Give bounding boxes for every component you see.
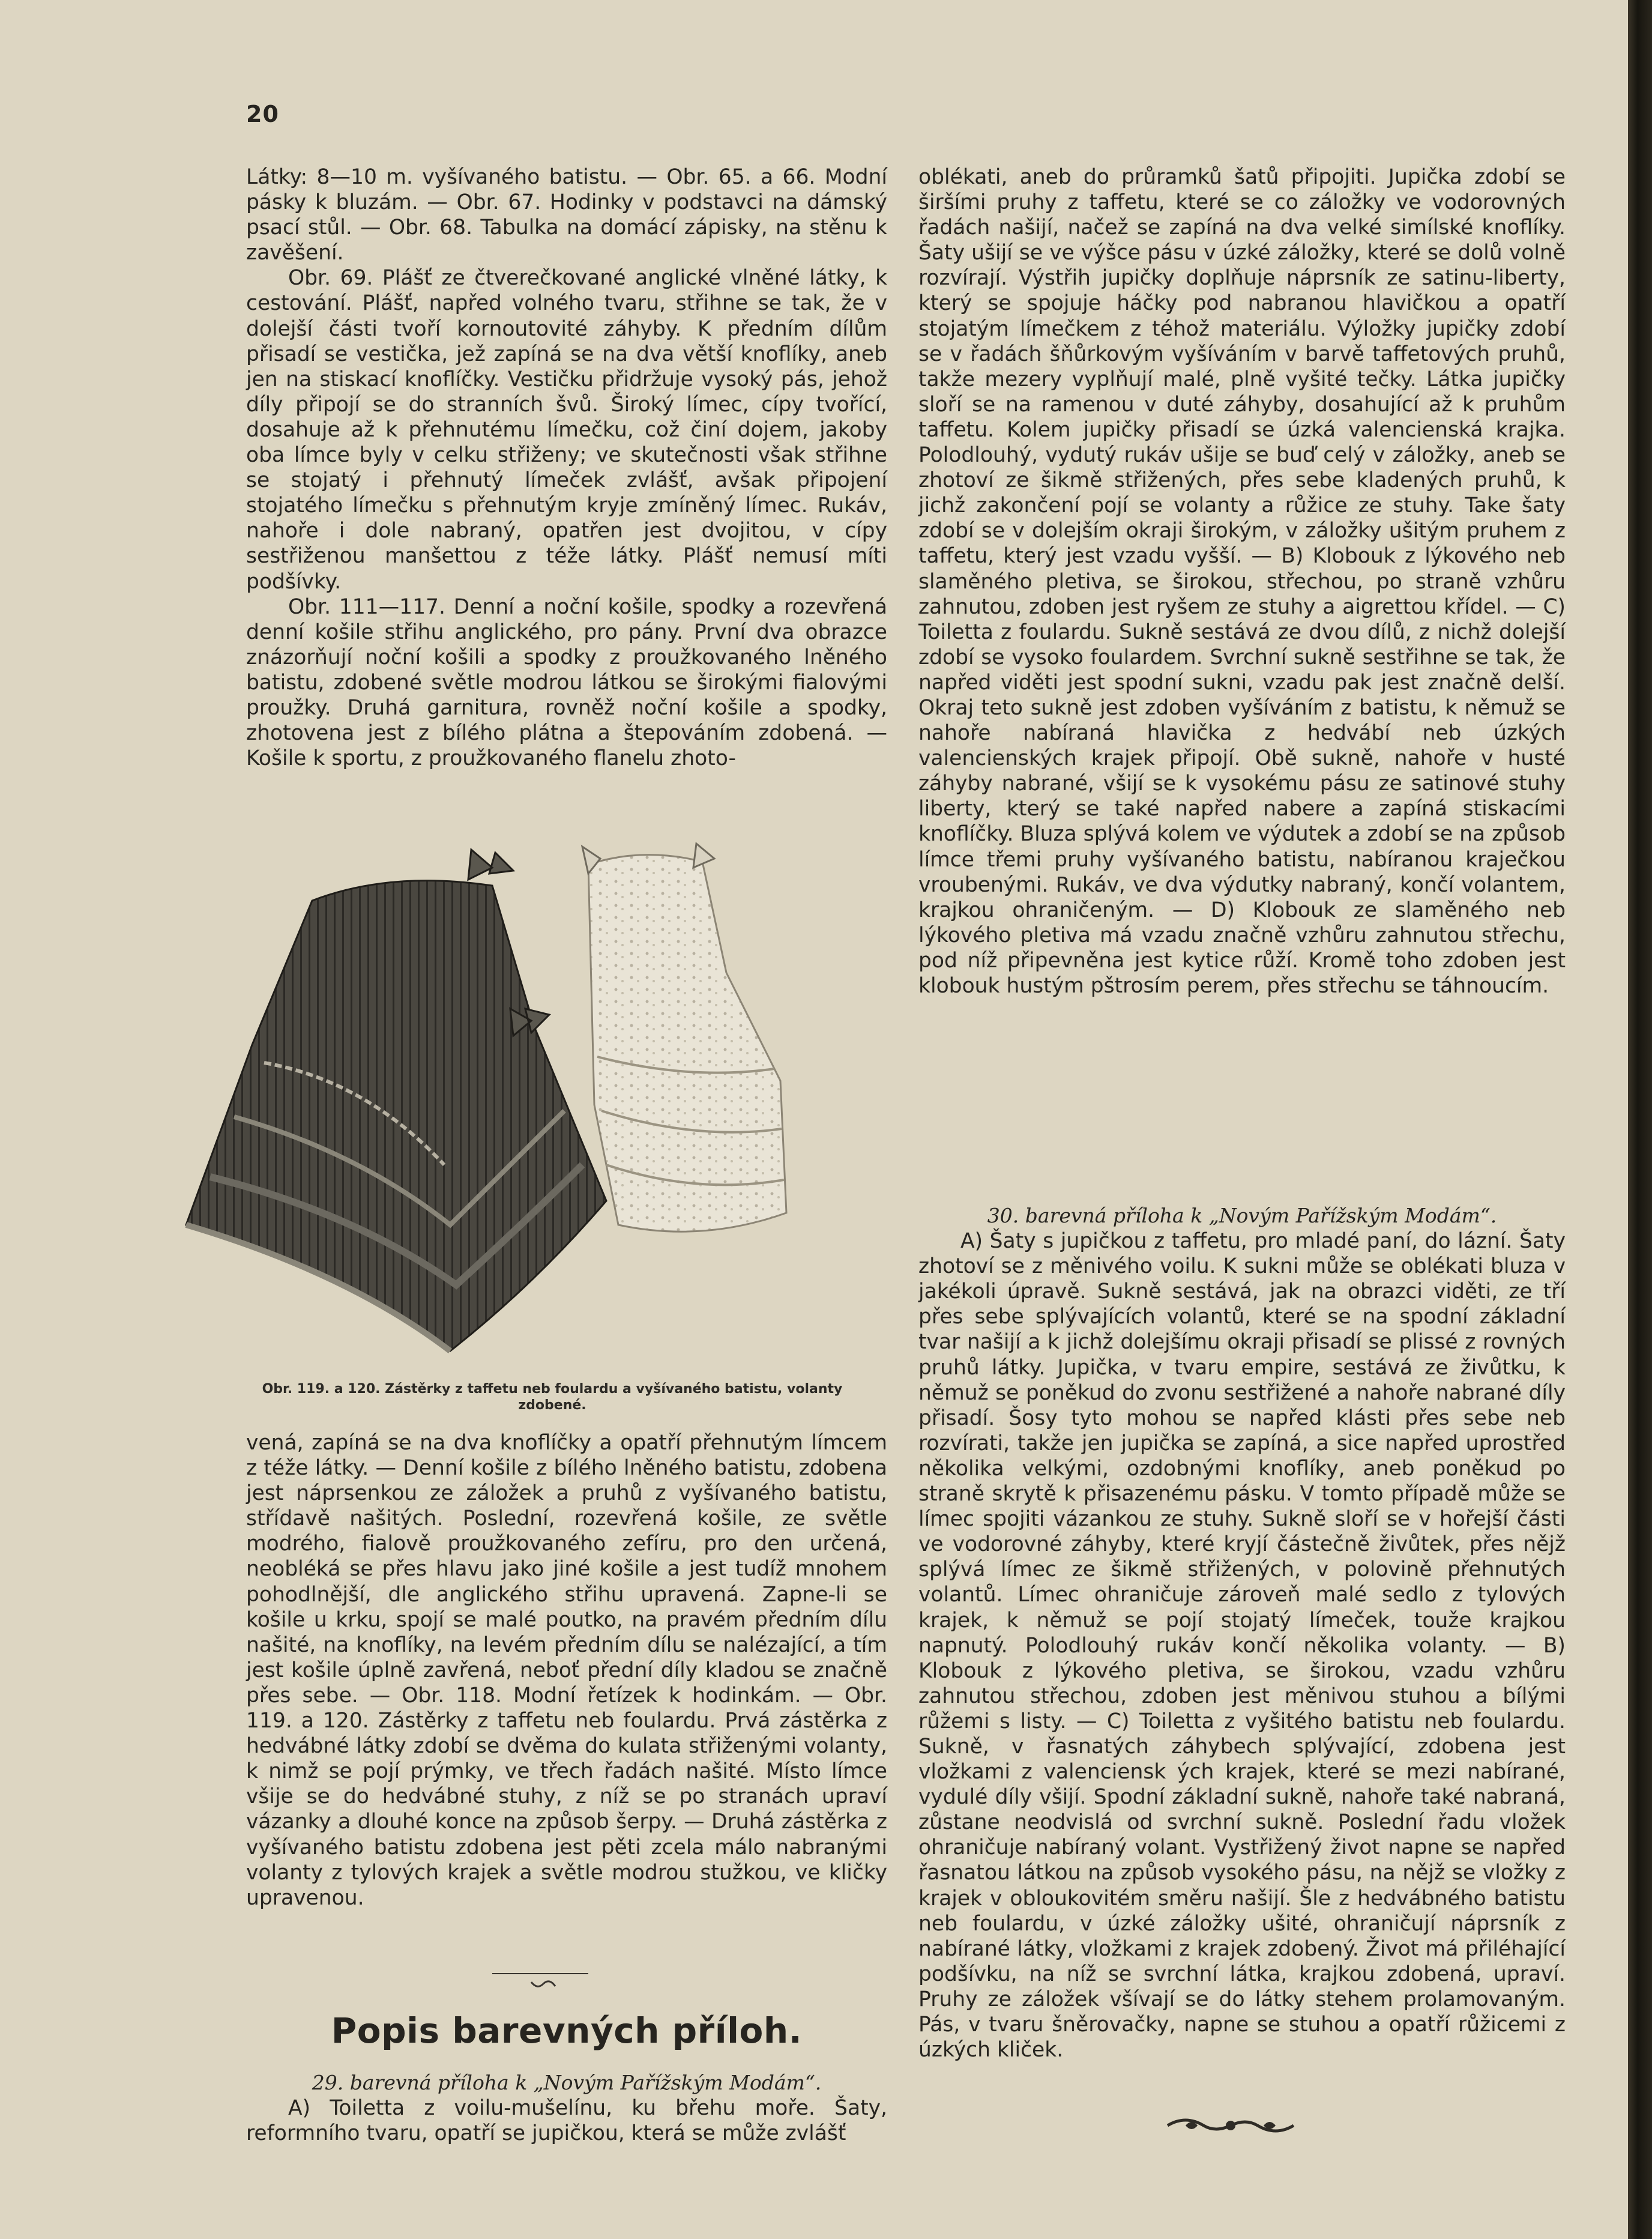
- section-30-heading: 30. barevná příloha k „Novým Pařížským Modám“.: [987, 1204, 1497, 1227]
- figure-caption: Obr. 119. a 120. Zástěrky z taffetu neb foulardu a vyšívaného batistu, volanty zdobené.: [262, 1382, 843, 1413]
- section-30: [918, 1203, 1566, 2062]
- paragraph: A) Šaty s jupičkou z taffetu, pro mladé paní, do lázní. Šaty zhotoví se z měnivého voilu. K sukni může se oblékati bluza v jakékoli úpravě. Sukně sestává, jak na obrazci viděti, ze tří přes sebe splývajících volantů, které se na spodní základní tvar našijí a k jichž dolejšímu okraji přisadí se plissé z rovných pruhů látky. Jupička, v tvaru empire, sestává ze živůtku, k němuž se poněkud do zvonu sestřižené a nahoře nabrané díly přisadí. Šosy tyto mohou se napřed klásti přes sebe neb rozvírati, takže jen jupička se zapíná, a sice napřed uprostřed několika velkými, ozdobnými knoflíky, aneb poněkud po straně skrytě k přisazenému pásku. V tomto případě může se límec spojiti vázankou ze stuhy. Sukně sloří se v hořejší části ve vodorovné záhyby, které kryjí částečně živůtek, přes nějž splývá límec ze šikmě střižených, v polovině přehnutých volantů. Límec ohraničuje zároveň malé sedlo z tylových krajek, k němuž se pojí stojatý límeček, touže krajkou napnutý. Polodlouhý rukáv končí několika volanty. — B) Klobouk z lýkového pletiva, se širokou, vzadu vzhůru zahnutou střechou, zdoben jest měnivou stuhou a bílými růžemi s listy. — C) Toiletta z vyšitého batistu neb foulardu. Sukně, v řasnatých záhybech splývající, zdobena jest vložkami z valenciensk ých krajek, které se mezi nabírané, vydulé díly všijí. Spodní základní sukně, nahoře také nabraná, zůstane neodvislá od svrchní sukně. Poslední řadu vložek ohraničuje nabíraný volant. Vystřižený život napne se napřed řasnatou látkou na způsob vysokého pásu, na nějž se vložky z krajek v obloukovitém směru našijí. Šle z hedvábného batistu neb foulardu, v úzké záložky ušité, ohraničují náprsník z nabírané látky, vložkami z krajek zdobený. Život má přiléhající podšívku, na níž se svrchní látka, krajkou zdobená, upraví. Pruhy ze záložek všívají se do látky stehem prolamovaným. Pás, v tvaru šněrovačky, napne se stuhou a opatří růžicemi z úzkých kliček.: [918, 1229, 1566, 2062]
- paragraph: oblékati, aneb do průramků šatů připojiti. Jupička zdobí se širšími pruhy z taffetu, které se co záložky ve vodorovných řadách našijí, načež se zapíná na dva velké simílské knoflíky. Šaty ušijí se ve výšce pásu v úzké záložky, které se dolů volně rozvírají. Výstřih jupičky doplňuje náprsník ze satinu-liberty, který se spojuje háčky pod nabranou hlavičkou a opatří stojatým límečkem z téhož materiálu. Výložky jupičky zdobí se v řadách šňůrkovým vyšíváním v barvě taffetových pruhů, takže mezery vyplňují malé, plně vyšité tečky. Látka jupičky sloří se na ramenou v duté záhyby, dosahující až k pruhům taffetu. Kolem jupičky přisadí se úzká valencienská krajka. Polodlouhý, vydutý rukáv ušije se buď celý v záložky, aneb se zhotoví ze šikmě střižených, přes sebe kladených pruhů, k jichž zakončení pojí se volanty a růžice ze stuhy. Take šaty zdobí se v dolejším okraji širokým, v záložky ušitým pruhem z taffetu, který jest vzadu vyšší. — B) Klobouk z lýkového neb slaměného pletiva, se širokou, střechou, po straně vzhůru zahnutou, zdoben jest ryšem ze stuhy a aigrettou křídel. — C) Toiletta z foulardu. Sukně sestává ze dvou dílů, z nichž dolejší zdobí se vysoko foulardem. Svrchní sukně sestřihne se tak, že napřed viděti jest spodní sukni, vzadu pak jest značně delší. Okraj teto sukně jest zdoben vyšíváním z batistu, k němuž se nahoře nabíraná hlavička z hedvábí neb úzkých valencienských krajek připojí. Obě sukně, nahoře v husté záhyby nabrané, všijí se k vysokému pásu ze satinové stuhy liberty, který se také napřed nabere a zapíná stiskacími knoflíčky. Bluza splývá kolem ve výdutek a zdobí se na způsob límce třemi pruhy vyšívaného batistu, nabíranou kraječkou vroubenými. Rukáv, ve dva výdutky nabraný, končí volantem, krajkou ohraničeným. — D) Klobouk ze slaměného neb lýkového pletiva má vzadu značně vzhůru zahnutou střechu, pod níž připevněna jest kytice růží. Kromě toho zdoben jest klobouk hustým pštrosím perem, přes střechu se táhnoucím.: [918, 165, 1566, 998]
- divider: [492, 1973, 588, 1974]
- paragraph: Obr. 111—117. Denní a noční košile, spodky a rozevřená denní košile střihu anglického, pro pány. První dva obrazce znázorňují noční košili a spodky z proužkovaného lněného batistu, zdobené světle modrou látkou se širokými fialovými proužky. Druhá garnitura, rovněž noční košile a spodky, zhotovena jest z bílého plátna a štepováním zdobená. — Košile k sportu, z proužkovaného flanelu zhoto-: [246, 594, 887, 771]
- left-column-bottom: [246, 1430, 887, 1911]
- apron-illustration: [174, 829, 900, 1381]
- end-ornament-icon: [1162, 2114, 1300, 2138]
- right-column-top: [918, 165, 1566, 999]
- paragraph: Látky: 8—10 m. vyšívaného batistu. — Obr. 65. a 66. Modní pásky k bluzám. — Obr. 67. Hodinky v podstavci na dámský psací stůl. — Obr. 68. Tabulka na domácí zápisky, na stěnu k zavěšení.: [246, 165, 887, 265]
- page-number: 20: [246, 101, 279, 127]
- section-29-heading: 29. barevná příloha k „Novým Pařížským Modám“.: [312, 2071, 822, 2094]
- left-column-top: [246, 165, 887, 771]
- white-apron: [582, 844, 786, 1231]
- small-ornament-icon: [528, 1979, 558, 1991]
- paragraph: A) Toiletta z voilu-mušelínu, ku břehu moře. Šaty, reformního tvaru, opatří se jupičkou, která se může zvlášť: [246, 2096, 887, 2146]
- paragraph: vená, zapíná se na dva knoflíčky a opatří přehnutým límcem z téže látky. — Denní košile z bílého lněného batistu, zdobena jest náprsenkou ze záložek a pruhů z vyšívaného batistu, střídavě našitých. Poslední, rozevřená košile, ze světle modrého, fialově proužkovaného zefíru, pro den určená, neobléká se přes hlavu jako jiné košile a jest tudíž mnohem pohodlnější, dle anglického střihu upravená. Zapne-li se košile u krku, spojí se malé poutko, na pravém předním dílu našité, na knoflíky, na levém předním dílu se nalézající, a tím jest košile úplně zavřená, neboť přední díly kladou se značně přes sebe. — Obr. 118. Modní řetízek k hodinkám. — Obr. 119. a 120. Zástěrky z taffetu neb foulardu. Prvá zástěrka z hedvábné látky zdobí se dvěma do kulata střiženými volanty, k nimž se pojí prýmky, ve třech řadách našité. Místo límce všije se do hedvábné stuhy, z níž se po stranách upraví vázanky a dlouhé konce na způsob šerpy. — Druhá zástěrka z vyšívaného batistu zdobena jest pěti zcela málo nabranými volanty z tylových krajek a světle modrou stužkou, ve kličky upravenou.: [246, 1431, 887, 1910]
- section-title: Popis barevných příloh.: [331, 2010, 803, 2051]
- binding-edge: [1628, 0, 1652, 2239]
- section-29: [246, 2070, 887, 2146]
- paragraph: Obr. 69. Plášť ze čtverečkované anglické vlněné látky, k cestování. Plášť, napřed volného tvaru, střihne se tak, že v dolejší části tvoří kornoutovité záhyby. K předním dílům přisadí se vestička, jež zapíná se na dva větší knoflíky, aneb jen na stiskací knoflíčky. Vestičku přidržuje vysoký pás, jehož díly připojí se do stranních švů. Široký límec, cípy tvořící, dosahuje až k přehnutému límečku, což činí dojem, jakoby oba límce byly v celku střiženy; ve skutečnosti však střihne se stojatý i přehnutý límeček zvlášť, avšak připojení stojatého límečku s přehnutým kryje zmíněný límec. Rukáv, nahoře i dole nabraný, opatřen jest dvojitou, v cípy sestřiženou manšettou z téže látky. Plášť nemusí míti podšívky.: [246, 266, 887, 594]
- dark-apron: [186, 850, 606, 1351]
